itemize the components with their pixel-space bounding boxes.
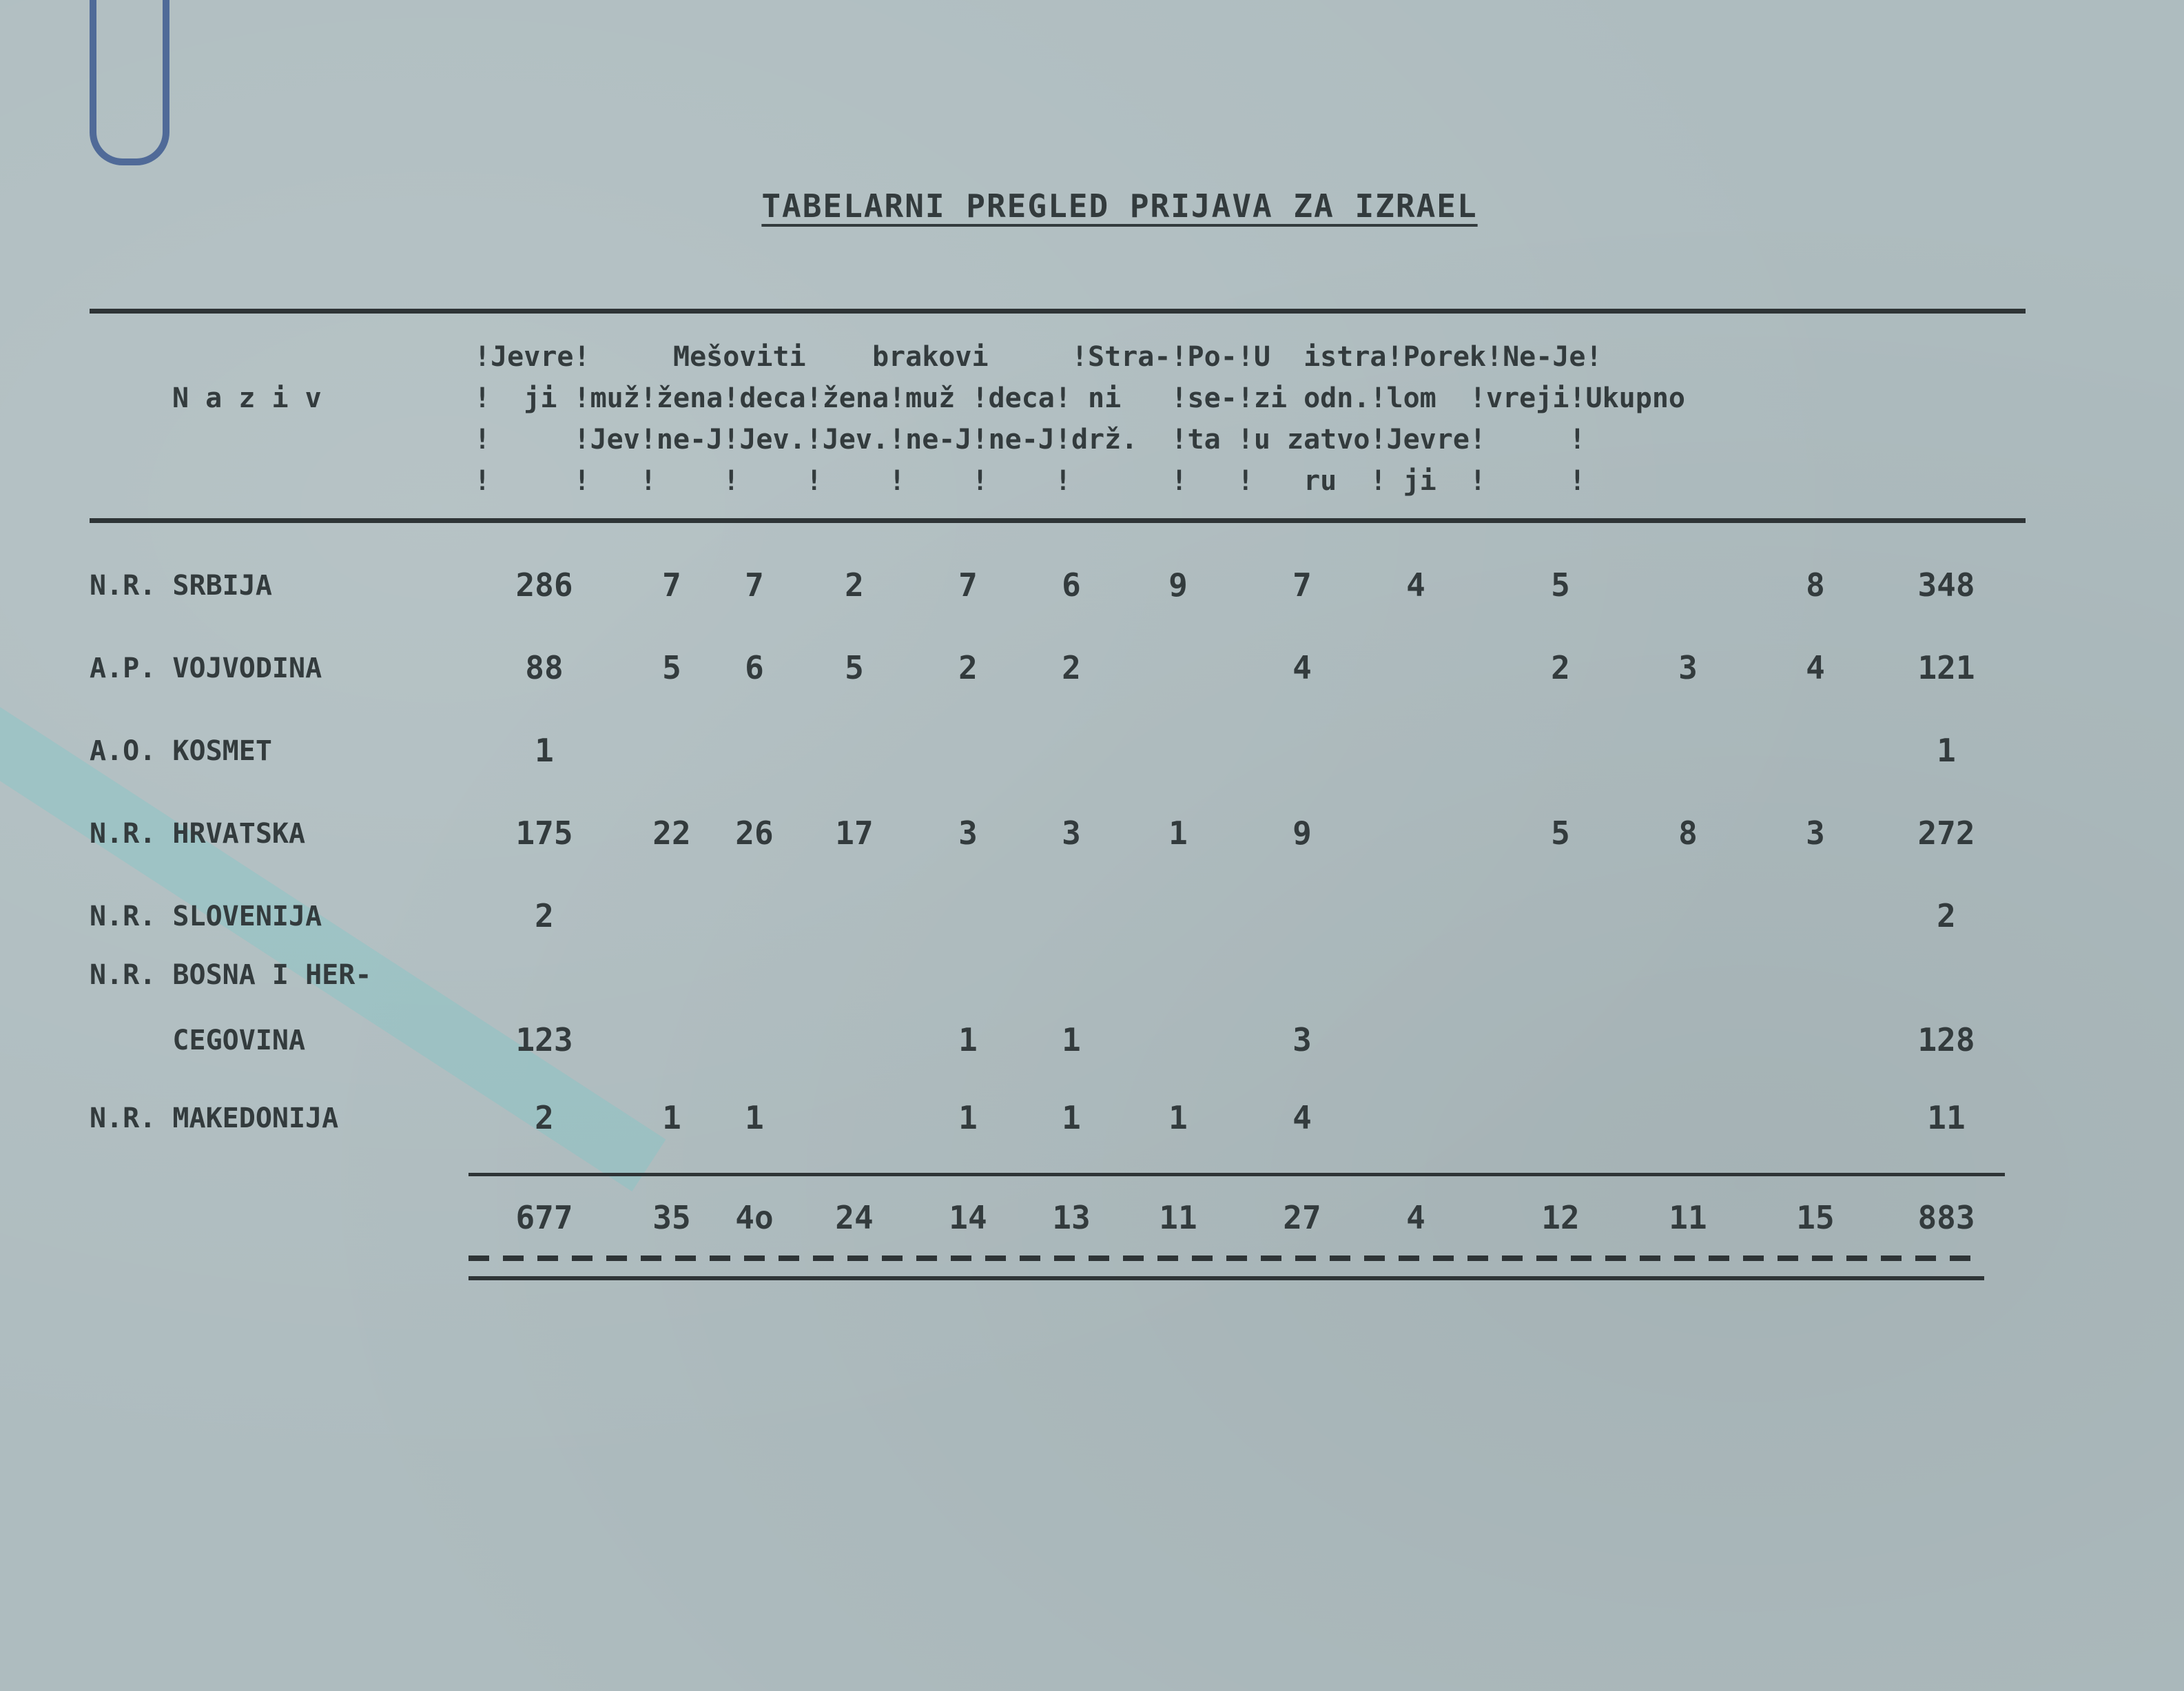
table-cell: 121: [1917, 649, 1975, 686]
row-label: A.O. KOSMET: [90, 735, 272, 767]
header-top-rule: [90, 309, 2026, 314]
total-cell: 677: [515, 1199, 573, 1236]
total-cell: 15: [1796, 1199, 1835, 1236]
table-cell: 6: [1062, 566, 1081, 604]
total-cell: 12: [1541, 1199, 1580, 1236]
total-cell: 14: [949, 1199, 987, 1236]
total-cell: 4: [1406, 1199, 1425, 1236]
table-cell: 4: [1292, 649, 1312, 686]
table-cell: 2: [535, 897, 554, 934]
table-cell: 2: [958, 649, 978, 686]
table-cell: 17: [835, 814, 874, 852]
column-header-line-4: ! ! ! ! ! ! ! ! ! ! ru ! ji ! !: [474, 465, 1586, 497]
table-cell: 1: [958, 1021, 978, 1058]
table-cell: 286: [515, 566, 573, 604]
table-cell: 123: [515, 1021, 573, 1058]
table-cell: 2: [1937, 897, 1956, 934]
table-cell: 1: [662, 1099, 681, 1136]
column-header-line-1: !Jevre! Mešoviti brakovi !Stra-!Po-!U istra!Porek!Ne-Je!: [474, 341, 1603, 373]
page-title: TABELARNI PREGLED PRIJAVA ZA IZRAEL: [761, 187, 1478, 225]
table-cell: 5: [1551, 814, 1570, 852]
table-cell: 26: [735, 814, 774, 852]
table-cell: 4: [1406, 566, 1425, 604]
table-cell: 88: [525, 649, 564, 686]
totals-top-rule: [468, 1173, 2005, 1176]
table-cell: 3: [1806, 814, 1825, 852]
total-cell: 27: [1283, 1199, 1321, 1236]
row-label: N.R. MAKEDONIJA: [90, 1103, 339, 1134]
table-cell: 9: [1292, 814, 1312, 852]
column-header-line-3: ! !Jev!ne-J!Jev.!Jev.!ne-J!ne-J!drž. !ta !u zatvo!Jevre! !: [474, 424, 1586, 455]
table-cell: 1: [1062, 1021, 1081, 1058]
table-cell: 1: [535, 732, 554, 769]
table-cell: 1: [1062, 1099, 1081, 1136]
row-label: A.P. VOJVODINA: [90, 653, 322, 684]
table-cell: 128: [1917, 1021, 1975, 1058]
total-cell: 24: [835, 1199, 874, 1236]
table-cell: 3: [1678, 649, 1698, 686]
total-cell: 11: [1159, 1199, 1197, 1236]
table-cell: 11: [1927, 1099, 1966, 1136]
row-label: N.R. BOSNA I HER-: [90, 959, 372, 991]
table-cell: 8: [1678, 814, 1698, 852]
table-cell: 5: [845, 649, 864, 686]
table-cell: 6: [745, 649, 764, 686]
total-cell: 11: [1669, 1199, 1707, 1236]
table-cell: 2: [845, 566, 864, 604]
table-cell: 272: [1917, 814, 1975, 852]
table-cell: 8: [1806, 566, 1825, 604]
totals-bottom-rule: [468, 1276, 1984, 1280]
table-cell: 5: [1551, 566, 1570, 604]
paperclip-icon: [90, 0, 169, 165]
table-cell: 1: [1168, 1099, 1188, 1136]
table-cell: 2: [535, 1099, 554, 1136]
row-label-continued: CEGOVINA: [90, 1025, 306, 1056]
header-bottom-rule: [90, 518, 2026, 523]
table-cell: 4: [1292, 1099, 1312, 1136]
table-cell: 4: [1806, 649, 1825, 686]
table-cell: 348: [1917, 566, 1975, 604]
table-cell: 1: [958, 1099, 978, 1136]
total-cell: 35: [652, 1199, 691, 1236]
table-cell: 9: [1168, 566, 1188, 604]
total-cell: 4o: [735, 1199, 774, 1236]
total-cell: 13: [1052, 1199, 1091, 1236]
table-cell: 7: [958, 566, 978, 604]
table-cell: 7: [1292, 566, 1312, 604]
table-cell: 1: [1937, 732, 1956, 769]
column-header-line-2: ! ji !muž!žena!deca!žena!muž !deca! ni !se-!zi odn.!lom !vreji!Ukupno: [474, 382, 1685, 414]
table-cell: 2: [1551, 649, 1570, 686]
totals-dashed-rule: [468, 1256, 1984, 1261]
table-cell: 1: [1168, 814, 1188, 852]
table-cell: 5: [662, 649, 681, 686]
table-cell: 3: [1292, 1021, 1312, 1058]
table-cell: 22: [652, 814, 691, 852]
total-cell: 883: [1917, 1199, 1975, 1236]
table-cell: 2: [1062, 649, 1081, 686]
table-cell: 3: [1062, 814, 1081, 852]
table-cell: 175: [515, 814, 573, 852]
row-label: N.R. SLOVENIJA: [90, 901, 322, 932]
table-cell: 1: [745, 1099, 764, 1136]
naziv-header: N a z i v: [172, 382, 322, 414]
row-label: N.R. HRVATSKA: [90, 818, 306, 850]
table-cell: 7: [662, 566, 681, 604]
row-label: N.R. SRBIJA: [90, 570, 272, 602]
table-cell: 7: [745, 566, 764, 604]
table-cell: 3: [958, 814, 978, 852]
